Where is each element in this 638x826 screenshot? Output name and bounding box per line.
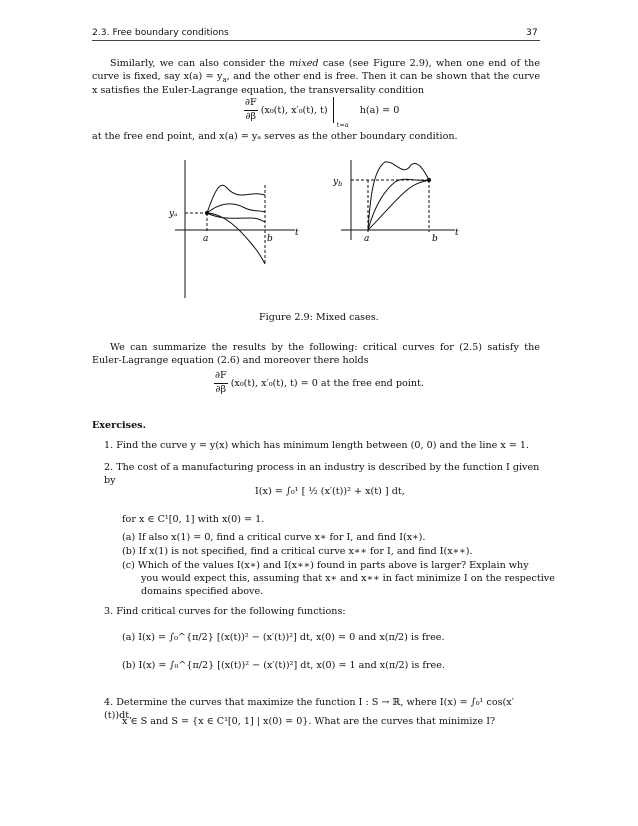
- exercise-2b: (b) If x(1) is not specified, find a critical curve x∗∗ for I, and find I(x∗∗).: [122, 546, 473, 557]
- left-label-a: a: [203, 234, 209, 244]
- exercise-3b: (b) I(x) = ∫₀^{π/2} [(x(t))² − (x′(t))²] dt, x(0) = 1 and x(π/2) is free.: [122, 660, 445, 671]
- right-label-t: t: [455, 228, 459, 238]
- exercise-2a: (a) If also x(1) = 0, find a critical curve x∗ for I, and find I(x∗).: [122, 532, 426, 543]
- right-panel: [341, 160, 455, 240]
- paragraph-boundary: at the free end point, and x(a) = yₐ serves as the other boundary condition.: [92, 131, 458, 142]
- exercise-2c-line2: you would expect this, assuming that x∗ and x∗∗ in fact minimize I on the respective: [141, 573, 555, 584]
- exercise-2c-line3: domains specified above.: [141, 586, 264, 597]
- running-header: 2.3. Free boundary conditions: [92, 27, 229, 38]
- left-label-ya: yₐ: [169, 209, 178, 219]
- exercise-1: 1. Find the curve y = y(x) which has minimum length between (0, 0) and the line x = 1.: [104, 440, 530, 451]
- left-label-t: t: [295, 228, 299, 238]
- exercises-title: Exercises.: [92, 420, 146, 431]
- exercise-3a: (a) I(x) = ∫₀^{π/2} [(x(t))² − (x′(t))²] dt, x(0) = 0 and x(π/2) is free.: [122, 632, 445, 643]
- left-label-b: b: [267, 234, 273, 244]
- exercise-2c-line1: (c) Which of the values I(x∗) and I(x∗∗) found in parts above is larger? Explain why: [122, 560, 529, 571]
- exercise-2-condition: for x ∈ C¹[0, 1] with x(0) = 1.: [122, 514, 265, 525]
- exercise-4-line1: 4. Determine the curves that maximize the function I : S → ℝ, where I(x) = ∫₀¹ cos(x′(t))dt,: [104, 697, 514, 721]
- right-label-yb: $y_b$: [333, 177, 343, 188]
- paragraph-mixed-case: Similarly, we can also consider the mixed case (see Figure 2.9), when one end of the curve is fixed, say $x(a) = y_a$, and the other end is free. Then it can be shown that the curve x satisfies the Euler-Lagrange equation, the transversality condition: [92, 58, 540, 97]
- header-rule: [92, 40, 540, 41]
- right-label-b: b: [432, 234, 438, 244]
- right-fixed-point: [427, 178, 430, 181]
- paragraph-summary: We can summarize the results by the following: critical curves for (2.5) satisfy the Euler-Lagrange equation (2.6) and moreover there holds: [92, 342, 540, 366]
- right-curve-2: [368, 179, 429, 230]
- exercise-2-integral: I(x) = ∫₀¹ [ ½ (x′(t))² + x(t) ] dt,: [255, 486, 405, 497]
- left-panel: [175, 160, 295, 298]
- exercise-3: 3. Find critical curves for the following functions:: [104, 606, 346, 617]
- figure-mixed-cases: [155, 160, 485, 300]
- exercise-2: 2. The cost of a manufacturing process in an industry is described by the function I given by: [104, 462, 540, 486]
- transversality-equation: $\frac{\partial F}{\partial\beta}$ (x₀(t), x′₀(t), t) $_{t=a}$ h(a) = 0: [245, 97, 400, 129]
- exercise-4-line2: x ∈ S and S = {x ∈ C¹[0, 1] | x(0) = 0}. What are the curves that minimize I?: [122, 716, 496, 727]
- right-label-a: a: [364, 234, 370, 244]
- left-fixed-point: [205, 211, 208, 214]
- left-curve-1: [207, 185, 265, 213]
- left-curve-4: [207, 213, 265, 264]
- page-number: 37: [526, 27, 538, 38]
- left-curve-2: [207, 204, 265, 213]
- free-end-equation: $\frac{\partial F}{\partial\beta}$ (x₀(t), x′₀(t), t) = 0 at the free end point.: [215, 370, 424, 395]
- figure-caption: Figure 2.9: Mixed cases.: [259, 312, 379, 323]
